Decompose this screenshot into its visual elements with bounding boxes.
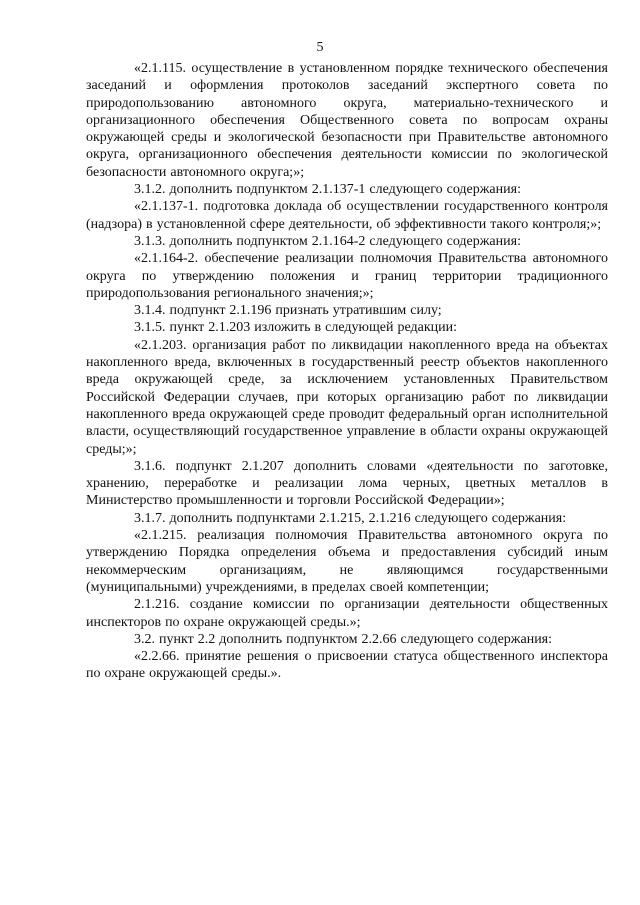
page-number: 5	[316, 40, 324, 55]
paragraph-3-1-6: 3.1.6. подпункт 2.1.207 дополнить словами «деятельности по заготовке, хранению, переработке и реализации лома черных, цветных металлов в Министерство промышленности и торговли Российской Федерации»;	[86, 458, 608, 509]
paragraph-2-1-216: 2.1.216. создание комиссии по организации деятельности общественных инспекторов по охране окружающей среды.»;	[86, 597, 608, 630]
paragraph-2-1-164-2: «2.1.164-2. обеспечение реализации полномочия Правительства автономного округа по утверждению положения и границ территории традиционного природопользования регионального значения;»;	[86, 251, 608, 301]
paragraph-3-1-4: 3.1.4. подпункт 2.1.196 признать утратившим силу;	[134, 303, 442, 319]
document-body	[86, 60, 608, 683]
paragraph-3-1-5: 3.1.5. пункт 2.1.203 изложить в следующей редакции:	[134, 320, 457, 336]
paragraph-3-1-2: 3.1.2. дополнить подпунктом 2.1.137-1 следующего содержания:	[134, 182, 521, 198]
paragraph-2-2-66: «2.2.66. принятие решения о присвоении статуса общественного инспектора по охране окружающей среды.».	[86, 649, 608, 682]
paragraph-2-1-203: «2.1.203. организация работ по ликвидации накопленного вреда на объектах накопленного вреда, включенных в государственный реестр объектов накопленного вреда окружающей среде, за исключением установленных Правительством Российской Федерации случаев, при которых организацию работ по ликвидации накопленного вреда окружающей среде проводит федеральный орган исполнительной власти, осуществляющий государственное управление в области охраны окружающей среды;»;	[86, 337, 608, 457]
paragraph-2-1-115: «2.1.115. осуществление в установленном порядке технического обеспечения заседаний и оформления протоколов заседаний экспертного совета по природопользованию автономного округа, материально-технического и организационного обеспечения Общественного совета по вопросам охраны окружающей среды и экологической безопасности при Правительстве автономного округа, организационного обеспечения деятельности комиссии по экологической безопасности автономного округа;»;	[86, 61, 608, 180]
paragraph-2-1-137-1: «2.1.137-1. подготовка доклада об осуществлении государственного контроля (надзора) в установленной сфере деятельности, об эффективности такого контроля;»;	[86, 199, 608, 232]
paragraph-3-2: 3.2. пункт 2.2 дополнить подпунктом 2.2.66 следующего содержания:	[134, 631, 553, 647]
paragraph-3-1-7: 3.1.7. дополнить подпунктами 2.1.215, 2.1.216 следующего содержания:	[134, 510, 567, 526]
paragraph-3-1-3: 3.1.3. дополнить подпунктом 2.1.164-2 следующего содержания:	[134, 233, 521, 249]
paragraph-2-1-215: «2.1.215. реализация полномочия Правительства автономного округа по утверждению Порядка определения объема и предоставления субсидий иным некоммерческим организациям, не являющимся государственными (муниципальными) учреждениями, в пределах своей компетенции;	[86, 528, 608, 595]
